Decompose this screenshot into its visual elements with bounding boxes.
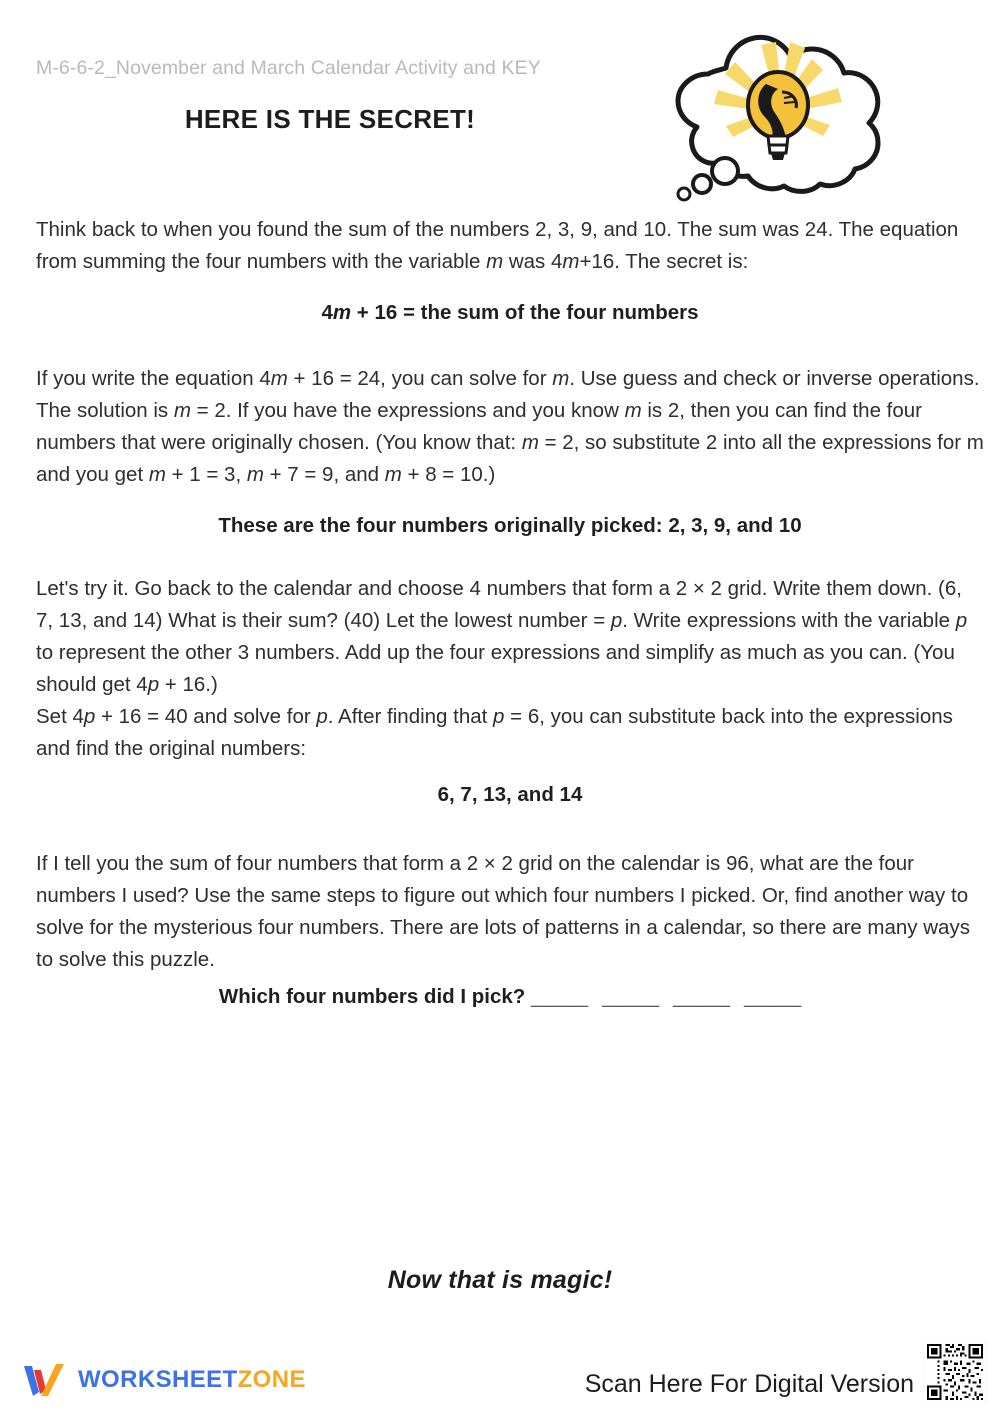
text-fragment: to represent the other 3 numbers. Add up the four expressions and simplify as much as you can. (You should get 4 [36,641,955,696]
paragraph-solve-m [36,363,984,491]
paragraph-intro-text-1: Think back to when you found the sum of the numbers 2, 3, 9, and 10. The sum was 24. The equation from summing the four numbers with the variable [36,218,959,273]
paragraph-intro [36,214,984,278]
text-fragment: is 2, then you can find the four numbers that were originally chosen. (You know that: [36,399,922,454]
variable-m: m [552,367,570,390]
paragraph-intro-text-2: was 4 [503,250,563,273]
paragraph-intro-text-3: +16. The secret is: [579,250,749,273]
answer-blank-4[interactable]: _____ [744,985,802,1008]
paragraph-try-it [36,573,984,701]
logo-word-zone: ZONE [237,1366,306,1393]
answer-blank-2[interactable]: _____ [602,985,660,1008]
answer-prompt-row [36,985,984,1009]
scan-here-label: Scan Here For Digital Version [584,1370,914,1398]
logo-word-worksheet: WORKSHEET [78,1366,238,1393]
text-fragment: + 16 = 40 and solve for [95,705,317,728]
variable-p: p [83,705,96,728]
text-fragment: . Write expressions with the variable [622,609,956,632]
variable-m: m [384,463,402,486]
variable-m: m [270,367,288,390]
text-fragment: . Use guess and check or inverse operations. The solution is [36,367,980,422]
variable-m: m [562,250,580,273]
text-fragment: Set 4 [36,705,84,728]
variable-p: p [147,673,160,696]
answer-blank-1[interactable]: _____ [531,985,589,1008]
text-fragment: + 16.) [159,673,218,696]
variable-m: m [173,399,191,422]
answer-four-numbers-original: These are the four numbers originally picked: 2, 3, 9, and 10 [218,514,802,537]
text-fragment: If you write the equation 4 [36,367,271,390]
worksheet-zone-logo[interactable] [22,1360,306,1400]
variable-p: p [316,705,328,728]
qr-code-icon[interactable] [923,1340,987,1404]
answer-prompt-label: Which four numbers did I pick? [218,985,526,1008]
text-fragment: Let's try it. Go back to the calendar and choose 4 numbers that form a 2 × 2 grid. Write them down. (6, 7, 13, and 14) What is their sum? (40) Let the lowest number = [36,577,962,632]
equation-secret [36,297,984,329]
equation-secret-rest: + 16 = the sum of the four numbers [351,301,699,324]
paragraph-challenge: If I tell you the sum of four numbers that form a 2 × 2 grid on the calendar is 96, what are the four numbers I used? Use the same steps to figure out which four numbers I picked. Or, find another way to solve for the mysterious four numbers. There are lots of patterns in a calendar, so there are many ways to solve this puzzle. [36,852,970,971]
text-fragment: . After finding that [327,705,494,728]
closing-message: Now that is magic! [387,1266,613,1294]
variable-p: p [493,705,505,728]
worksheet-zone-wordmark [78,1366,306,1394]
lightbulb-thought-bubble-icon [662,12,894,202]
answer-four-numbers-second: 6, 7, 13, and 14 [437,783,583,806]
variable-m: m [148,463,166,486]
paragraph-solve-p [36,701,984,765]
document-file-label: M-6-6-2_November and March Calendar Activity and KEY [36,57,541,79]
text-fragment: = 6, you can substitute back into the expressions and find the original numbers: [36,705,953,760]
answer-blank-3[interactable]: _____ [673,985,731,1008]
variable-m: m [332,301,352,324]
variable-m: m [246,463,264,486]
text-fragment: = 2, so substitute 2 into all the expressions for m and you get [36,431,984,486]
text-fragment: = 2. If you have the expressions and you know [190,399,625,422]
text-fragment: + 16 = 24, you can solve for [287,367,553,390]
equation-secret-coefficient: 4 [321,301,333,324]
text-fragment: + 8 = 10.) [401,463,496,486]
variable-p: p [955,609,968,632]
variable-p: p [610,609,623,632]
page-title: HERE IS THE SECRET! [184,104,476,134]
variable-m: m [521,431,539,454]
worksheet-zone-w-mark-icon [22,1360,66,1400]
text-fragment: + 7 = 9, and [263,463,385,486]
text-fragment: + 1 = 3, [165,463,247,486]
variable-m: m [624,399,642,422]
variable-m: m [486,250,504,273]
